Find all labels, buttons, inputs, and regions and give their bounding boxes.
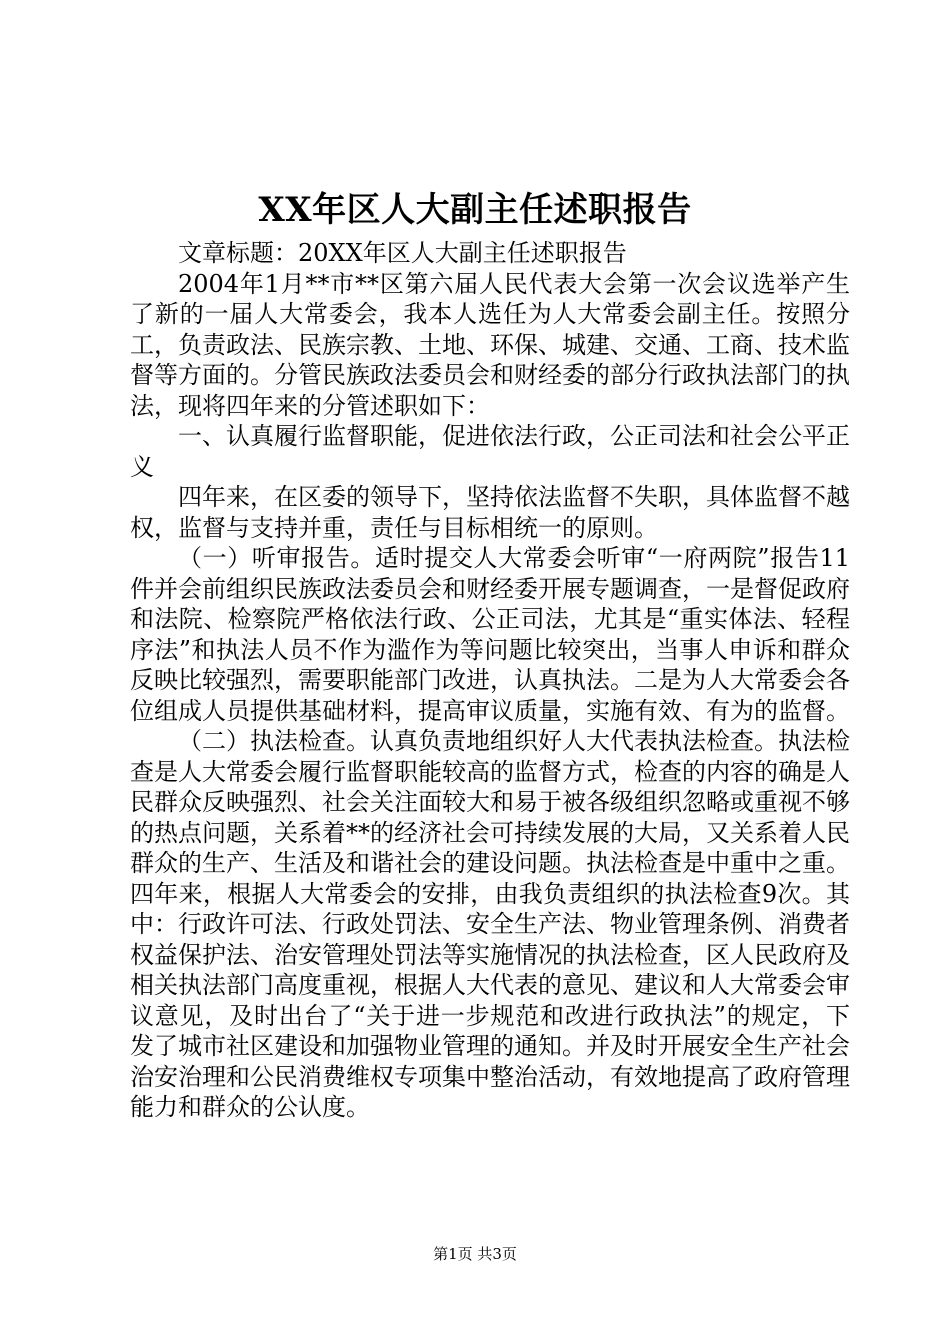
paragraph-hearing-reports: （一）听审报告。适时提交人大常委会听审“一府两院”报告11件并会前组织民族政法委员会和财经委开展专题调查，一是督促政府和法院、检察院严格依法行政、公正司法，尤其是“重实体法、轻程序法”和执法人员不作为滥作为等问题比较突出，当事人申诉和群众反映比较强烈，需要职能部门改进，认真执法。二是为人大常委会各位组成人员提供基础材料，提高审议质量，实施有效、有为的监督。 [130, 544, 850, 725]
section-heading-1: 一、认真履行监督职能，促进依法行政，公正司法和社会公平正义 [130, 422, 850, 481]
paragraph-principle: 四年来，在区委的领导下，坚持依法监督不失职，具体监督不越权，监督与支持并重，责任与目标相统一的原则。 [130, 483, 850, 542]
page-footer: 第1页 共3页 [433, 1245, 517, 1263]
paragraph-law-enforcement-inspection: （二）执法检查。认真负责地组织好人大代表执法检查。执法检查是人大常委会履行监督职能较高的监督方式，检查的内容的确是人民群众反映强烈、社会关注面较大和易于被各级组织忽略或重视不够的热点问题，关系着**的经济社会可持续发展的大局，又关系着人民群众的生产、生活及和谐社会的建设问题。执法检查是中重中之重。四年来，根据人大常委会的安排，由我负责组织的执法检查9次。其中：行政许可法、行政处罚法、安全生产法、物业管理条例、消费者权益保护法、治安管理处罚法等实施情况的执法检查，区人民政府及相关执法部门高度重视，根据人大代表的意见、建议和人大常委会审议意见，及时出台了“关于进一步规范和改进行政执法”的规定，下发了城市社区建设和加强物业管理的通知。并及时开展安全生产社会治安治理和公民消费维权专项集中整治活动，有效地提高了政府管理能力和群众的公认度。 [130, 727, 850, 1121]
document-body [130, 238, 850, 1123]
article-title-line: 文章标题：20XX年区人大副主任述职报告 [178, 239, 627, 267]
document-title: XX年区人大副主任述职报告 [258, 190, 692, 230]
paragraph-intro: 2004年1月**市**区第六届人民代表大会第一次会议选举产生了新的一届人大常委会，我本人选任为人大常委会副主任。按照分工，负责政法、民族宗教、土地、环保、城建、交通、工商、技术监督等方面的。分管民族政法委员会和财经委的部分行政执法部门的执法，现将四年来的分管述职如下： [130, 269, 850, 420]
